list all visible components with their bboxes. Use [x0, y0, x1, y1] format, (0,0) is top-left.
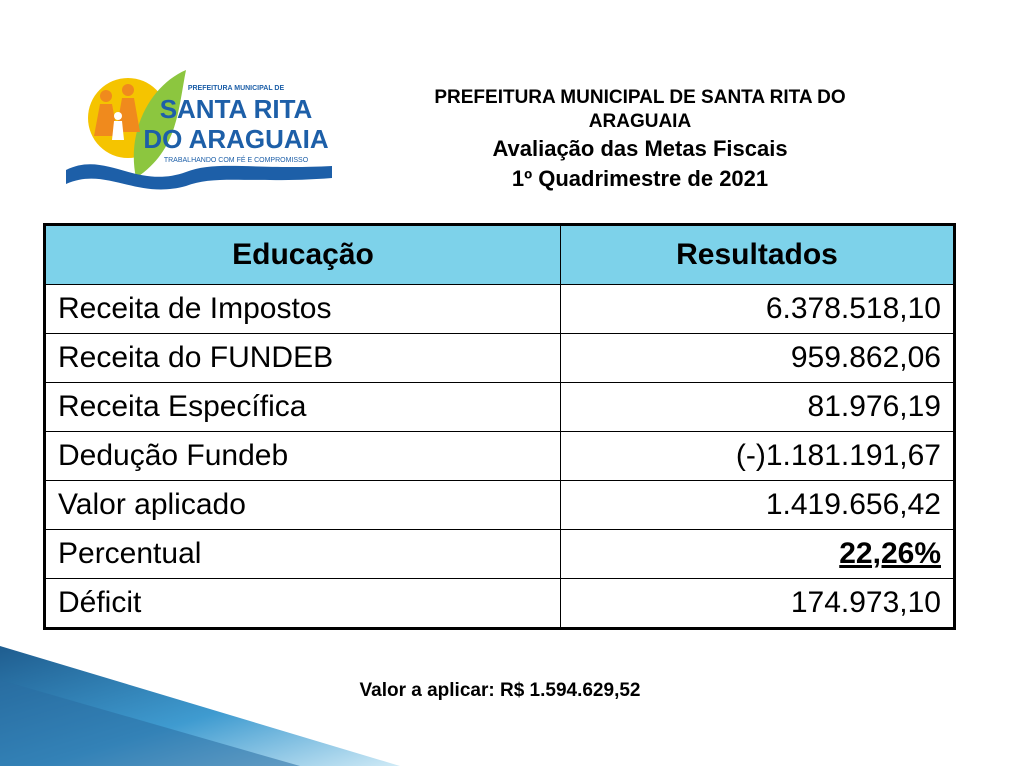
row-value: 81.976,19: [561, 383, 955, 432]
column-header-resultados: Resultados: [561, 225, 955, 285]
table-row: [45, 579, 955, 629]
column-header-educacao: Educação: [45, 225, 561, 285]
table-row: [45, 285, 955, 334]
row-label: Receita do FUNDEB: [45, 334, 561, 383]
table-row: [45, 334, 955, 383]
logo-slogan-text: TRABALHANDO COM FÉ E COMPROMISSO: [163, 157, 309, 164]
org-name-line1: PREFEITURA MUNICIPAL DE SANTA RITA DO: [434, 87, 846, 108]
logo-wave-icon: [66, 164, 332, 189]
page-header: [340, 86, 940, 194]
row-value: 174.973,10: [561, 579, 955, 629]
row-value: 6.378.518,10: [561, 285, 955, 334]
row-label: Receita Específica: [45, 383, 561, 432]
row-label: Déficit: [45, 579, 561, 629]
report-period: 1º Quadrimestre de 2021: [511, 166, 769, 191]
valor-a-aplicar-note: Valor a aplicar: R$ 1.594.629,52: [359, 680, 641, 701]
percentual-value: 22,26%: [561, 530, 955, 579]
report-subtitle: Avaliação das Metas Fiscais: [492, 136, 788, 161]
row-label: Percentual: [45, 530, 561, 579]
row-value: 1.419.656,42: [561, 481, 955, 530]
decorative-wave: [0, 640, 400, 766]
municipal-logo: [66, 60, 332, 196]
logo-prefix-text: PREFEITURA MUNICIPAL DE: [187, 85, 285, 92]
row-value: (-)1.181.191,67: [561, 432, 955, 481]
logo-name-line1: SANTA RITA: [159, 94, 313, 124]
row-label: Receita de Impostos: [45, 285, 561, 334]
org-name-line2: ARAGUAIA: [588, 111, 692, 132]
row-label: Valor aplicado: [45, 481, 561, 530]
row-label: Dedução Fundeb: [45, 432, 561, 481]
table-header-row: [45, 225, 955, 285]
table-row: [45, 432, 955, 481]
table-row: [45, 481, 955, 530]
results-table: [43, 223, 956, 630]
table-row: [45, 383, 955, 432]
table-row: [45, 530, 955, 579]
logo-name-line2: DO ARAGUAIA: [143, 124, 329, 154]
row-value: 959.862,06: [561, 334, 955, 383]
